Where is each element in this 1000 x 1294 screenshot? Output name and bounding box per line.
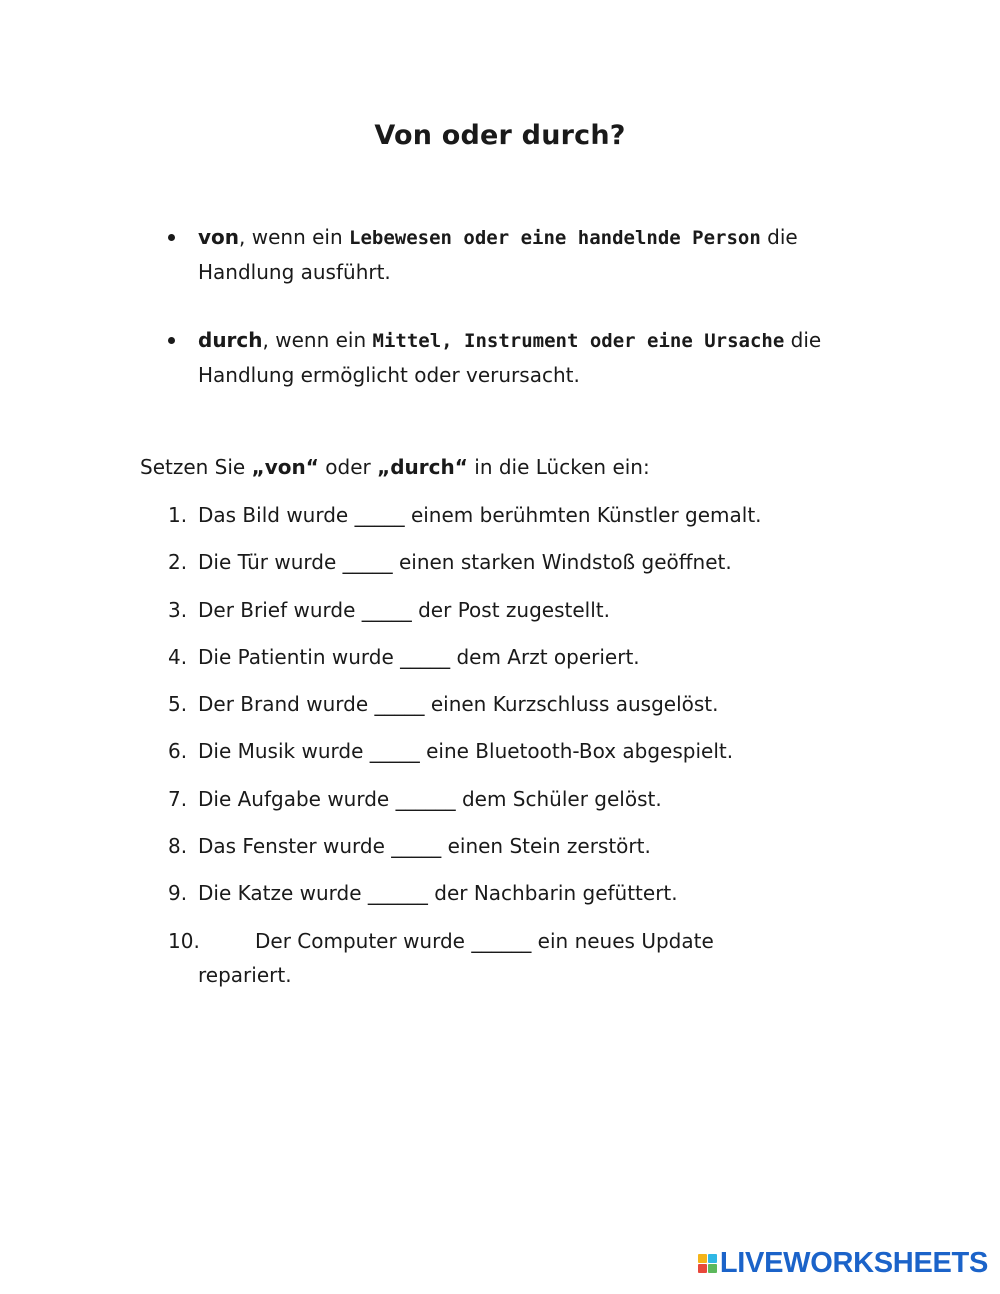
rule-list [168,220,868,426]
logo-tile [698,1264,707,1273]
exercise-text: Die Musik wurde _____ eine Bluetooth-Box abgespielt. [198,739,734,764]
instruction-text: oder [318,455,378,479]
exercise-number: 4. [168,644,188,669]
rule-line2: Handlung ermöglicht oder verursacht. [198,363,580,387]
exercise-item [168,924,868,992]
logo-tile [708,1264,717,1273]
exercise-item [168,829,868,876]
rule-line2: Handlung ausführt. [198,260,391,284]
liveworksheets-logo [698,1247,988,1280]
instruction-text: in die Lücken ein: [467,455,650,479]
exercise-text: Der Computer wurde ______ ein neues Update [255,928,714,953]
page-title: Von oder durch? [374,120,626,151]
logo-tile [698,1254,707,1263]
rule-keyword: von [198,225,240,249]
instruction-text: Setzen Sie [140,455,252,479]
instruction-word-durch: „durch“ [377,455,468,479]
exercise-number: 8. [168,834,188,859]
bullet-icon [168,234,175,241]
rule-von [168,220,868,289]
exercise-item [168,593,868,640]
exercise-number: 7. [168,786,188,811]
exercise-number: 3. [168,597,188,622]
exercise-item [168,687,868,734]
rule-text: , wenn ein [239,225,349,249]
exercise-text: Die Aufgabe wurde ______ dem Schüler gelöst. [198,786,662,811]
exercise-item [168,782,868,829]
exercise-item [168,640,868,687]
liveworksheets-logo-text: LIVEWORKSHEETS [719,1247,988,1279]
instruction [140,452,650,482]
exercise-number: 6. [168,739,188,764]
exercise-text: Die Tür wurde _____ einen starken Windstoß geöffnet. [198,550,732,575]
exercise-item [168,498,868,545]
bullet-icon [168,337,175,344]
exercise-text: Die Patientin wurde _____ dem Arzt operiert. [198,644,640,669]
rule-text: die [784,328,822,352]
exercise-list [168,498,868,992]
rule-text: , wenn ein [262,328,373,352]
exercise-item [168,545,868,592]
exercise-text: Der Brand wurde _____ einen Kurzschluss ausgelöst. [198,692,719,717]
logo-tile [708,1254,717,1263]
exercise-item [168,734,868,781]
rule-emphasis: Mittel, Instrument oder eine Ursache [372,330,785,352]
exercise-text: Das Fenster wurde _____ einen Stein zerstört. [198,834,651,859]
liveworksheets-logo-icon [698,1254,717,1273]
exercise-number: 10. [168,928,200,953]
exercise-text-continued: repariert. [198,962,292,987]
rule-text: die [760,225,798,249]
rule-keyword: durch [198,328,263,352]
exercise-item [168,876,868,923]
exercise-number: 9. [168,881,188,906]
rule-durch [168,323,868,392]
exercise-number: 1. [168,503,188,527]
rule-emphasis: Lebewesen oder eine handelnde Person [349,227,761,249]
exercise-text: Die Katze wurde ______ der Nachbarin gefüttert. [198,881,678,906]
exercise-text: Der Brief wurde _____ der Post zugestellt. [198,597,610,622]
exercise-text: Das Bild wurde _____ einem berühmten Künstler gemalt. [198,503,762,527]
exercise-number: 5. [168,692,188,717]
instruction-word-von: „von“ [251,455,319,479]
exercise-number: 2. [168,550,188,575]
